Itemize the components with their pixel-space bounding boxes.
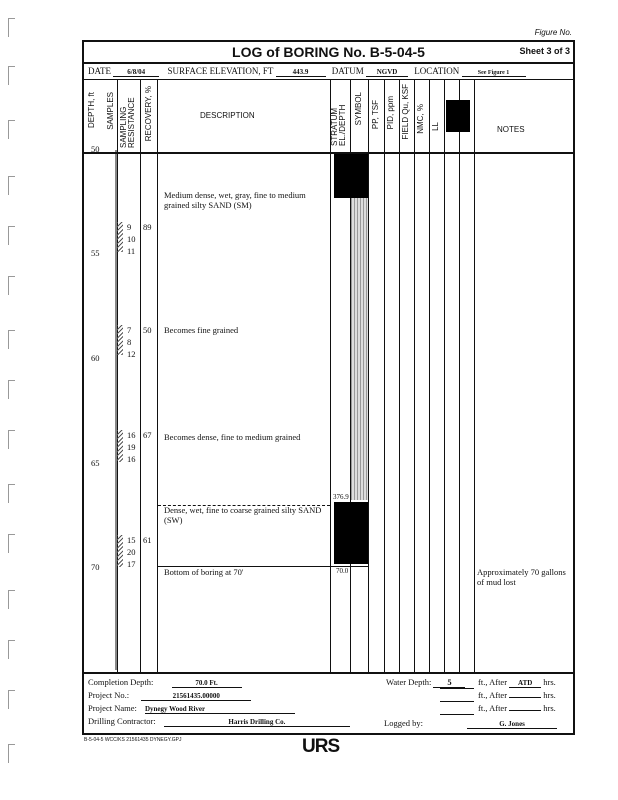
- project-name-value: Dynegy Wood River: [145, 705, 295, 714]
- date-label: DATE: [88, 66, 111, 76]
- completion-label: Completion Depth:: [88, 677, 154, 687]
- title-rule: [82, 62, 575, 64]
- margin-mark: [8, 484, 15, 503]
- recovery-value: 50: [143, 325, 152, 335]
- description-text: Bottom of boring at 70': [164, 567, 244, 577]
- contractor-value: Harris Drilling Co.: [164, 718, 350, 727]
- depth-label-70: 70: [91, 562, 100, 572]
- blow-count: 10: [127, 234, 136, 244]
- depth-axis: [82, 140, 122, 680]
- blow-count: 8: [127, 337, 132, 347]
- description-text: Becomes dense, fine to medium grained: [164, 432, 301, 442]
- after-row-3: [478, 703, 556, 713]
- stratum-label: 376.9: [333, 493, 349, 501]
- date-value: 6/8/04: [113, 68, 159, 77]
- col-header-nmc: NMC, %: [416, 104, 425, 134]
- page-title: LOG of BORING No. B-5-04-5: [232, 44, 425, 60]
- sample-marker: [117, 430, 123, 462]
- col-line: [140, 80, 141, 672]
- project-no: [88, 690, 251, 701]
- blow-count: 7: [127, 325, 132, 335]
- notes-text: Approximately 70 gallons of mud lost: [477, 567, 566, 587]
- col-header-recovery: RECOVERY, %: [144, 86, 153, 142]
- blow-count: 16: [127, 454, 136, 464]
- hrs-label: hrs.: [543, 690, 556, 700]
- col-line: [414, 80, 415, 672]
- col-header-samples: SAMPLES: [106, 92, 115, 130]
- location-label: LOCATION: [414, 66, 460, 76]
- contractor-label: Drilling Contractor:: [88, 716, 156, 726]
- recovery-value: 89: [143, 222, 152, 232]
- drilling-contractor: [88, 716, 350, 727]
- recovery-value: 61: [143, 535, 152, 545]
- sample-marker: [117, 222, 123, 252]
- blank-line: [440, 714, 474, 715]
- depth-label-55: 55: [91, 248, 100, 258]
- ll-header-block: [446, 100, 470, 132]
- water-depth: [386, 677, 465, 688]
- after-label: ft., After: [478, 690, 508, 700]
- completion-value: 70.0 Ft.: [172, 679, 242, 688]
- sample-marker: [117, 535, 123, 567]
- margin-mark: [8, 380, 15, 399]
- header-row: [88, 66, 526, 77]
- col-header-pid: PID, ppm: [386, 96, 395, 130]
- col-header-ll: LL: [431, 122, 440, 131]
- column-header-rule: [82, 152, 575, 154]
- blow-count: 19: [127, 442, 136, 452]
- margin-mark: [8, 330, 15, 349]
- stratum-block: [334, 502, 368, 564]
- description-text: Dense, wet, fine to coarse grained silty SAND (SW): [164, 505, 322, 525]
- logged-value: G. Jones: [467, 720, 557, 729]
- blank-line: [440, 701, 474, 702]
- datum-label: DATUM: [331, 66, 364, 76]
- margin-mark: [8, 226, 15, 245]
- water-value: 5: [433, 677, 465, 688]
- description-text: Medium dense, wet, gray, fine to medium grained silty SAND (SM): [164, 190, 306, 210]
- after-label: ft., After: [478, 703, 508, 713]
- after-row-2: [478, 690, 556, 700]
- col-header-pp: PP, TSF: [371, 100, 380, 130]
- sheet-number: Sheet 3 of 3: [519, 46, 570, 56]
- logged-label: Logged by:: [384, 718, 423, 728]
- urs-logo: URS: [302, 736, 340, 757]
- blow-count: 12: [127, 349, 136, 359]
- col-header-field: FIELD Qu, KSF: [401, 84, 410, 140]
- col-line: [330, 80, 331, 672]
- margin-mark: [8, 176, 15, 195]
- project-no-label: Project No.:: [88, 690, 130, 700]
- depth-label-50: 50: [91, 144, 100, 154]
- col-header-depth: DEPTH, ft: [87, 92, 96, 129]
- file-path: B-5-04-5 WCC/KS 21561435 DYNEGY.GPJ: [84, 737, 182, 743]
- col-line: [444, 80, 445, 672]
- log-frame: [82, 40, 575, 735]
- blow-count: 9: [127, 222, 132, 232]
- stratum-label: 70.0: [336, 567, 349, 575]
- description-text: Becomes fine grained: [164, 325, 239, 335]
- hrs-label: hrs.: [543, 703, 556, 713]
- margin-mark: [8, 590, 15, 609]
- depth-label-60: 60: [91, 353, 100, 363]
- margin-mark: [8, 534, 15, 553]
- blow-count: 17: [127, 559, 136, 569]
- project-no-value: 21561435.00000: [141, 692, 251, 701]
- soil-symbol-pattern: [351, 198, 368, 500]
- col-header-symbol: SYMBOL: [354, 92, 363, 126]
- margin-mark: [8, 276, 15, 295]
- water-label: Water Depth:: [386, 677, 432, 687]
- blow-count: 11: [127, 246, 136, 256]
- col-line: [384, 80, 385, 672]
- blow-count: 16: [127, 430, 136, 440]
- col-line: [157, 80, 158, 672]
- location-value: See Figure 1: [462, 70, 526, 77]
- margin-mark: [8, 640, 15, 659]
- stratum-block: [334, 154, 368, 198]
- col-header-notes: NOTES: [497, 125, 525, 134]
- after-value: ATD: [509, 679, 541, 688]
- after-label: ft., After: [478, 677, 508, 687]
- completion-depth: [88, 677, 242, 688]
- surface-value: 443.9: [276, 68, 326, 77]
- body-bottom-rule: [82, 672, 575, 674]
- margin-mark: [8, 120, 15, 139]
- after-row-1: [478, 677, 556, 688]
- col-line: [399, 80, 400, 672]
- surface-label: SURFACE ELEVATION, FT: [167, 66, 274, 76]
- sample-marker: [117, 325, 123, 355]
- col-line: [429, 80, 430, 672]
- figure-no: Figure No.: [534, 28, 572, 37]
- depth-label-65: 65: [91, 458, 100, 468]
- col-line: [459, 80, 460, 672]
- blow-count: 15: [127, 535, 136, 545]
- blow-count: 20: [127, 547, 136, 557]
- margin-mark: [8, 66, 15, 85]
- col-header-stratum: STRATUM EL./DEPTH: [330, 104, 347, 146]
- col-line: [368, 80, 369, 672]
- logged-by: [384, 718, 557, 729]
- blank-line: [440, 688, 474, 689]
- col-header-sampling-resistance: SAMPLING RESISTANCE: [119, 97, 136, 148]
- margin-mark: [8, 690, 15, 709]
- recovery-value: 67: [143, 430, 152, 440]
- margin-mark: [8, 18, 15, 37]
- col-line: [474, 80, 475, 672]
- col-header-description: DESCRIPTION: [200, 111, 255, 120]
- project-name: [88, 703, 295, 714]
- datum-value: NGVD: [366, 68, 408, 77]
- header-rule: [82, 79, 575, 80]
- project-name-label: Project Name:: [88, 703, 137, 713]
- margin-mark: [8, 430, 15, 449]
- margin-mark: [8, 744, 15, 763]
- hrs-label: hrs.: [543, 677, 556, 687]
